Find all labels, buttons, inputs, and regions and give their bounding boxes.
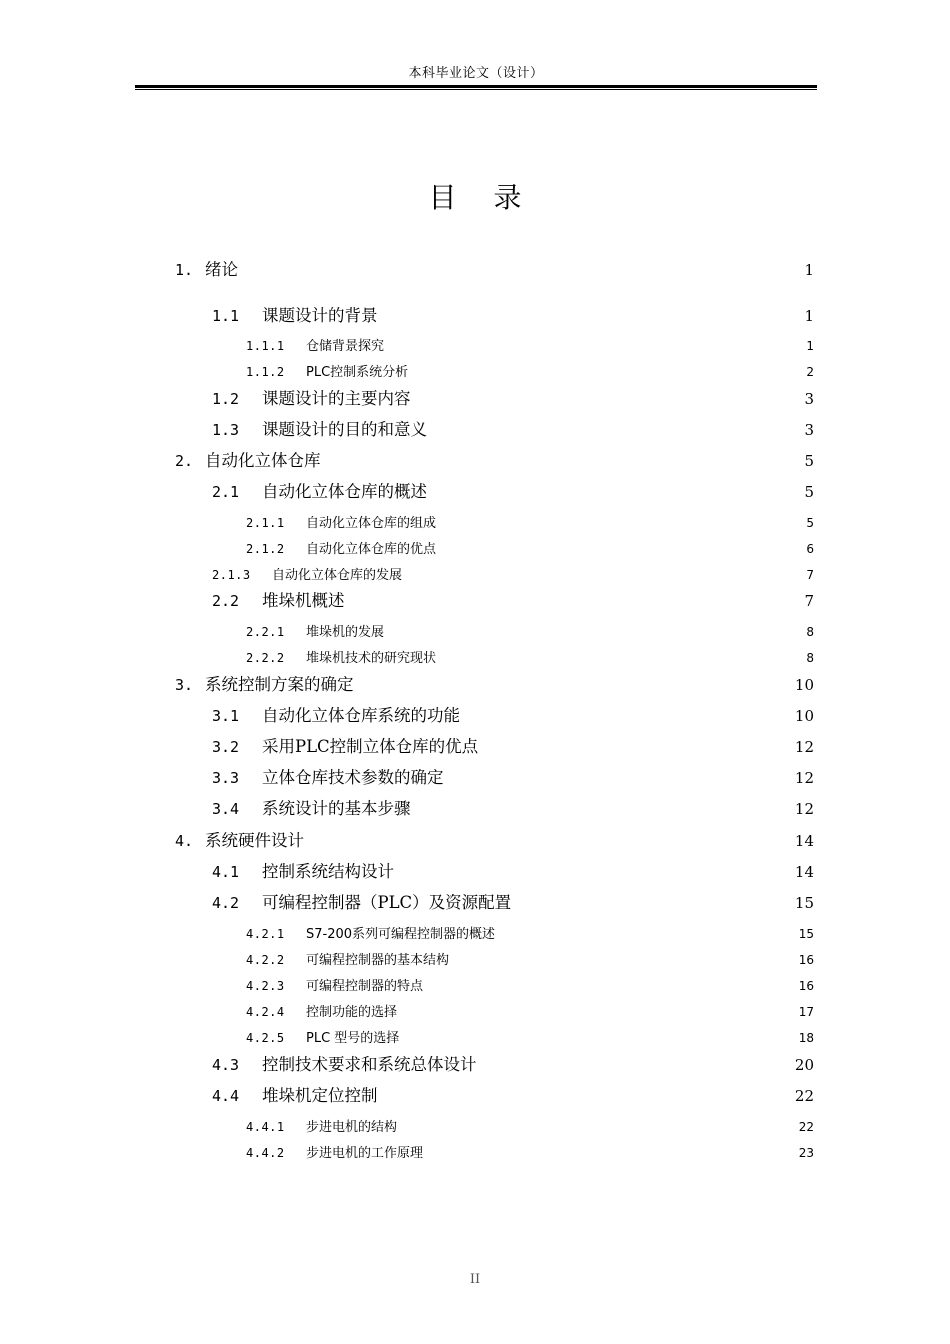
toc-entry-page: 15	[794, 894, 814, 912]
toc-entry-title: 自动化立体仓库的优点	[306, 542, 437, 557]
toc-entry-title: 步进电机的工作原理	[306, 1146, 424, 1161]
toc-entry-title: 可编程控制器（PLC）及资源配置	[262, 893, 512, 912]
toc-entry-title: 堆垛机定位控制	[262, 1086, 378, 1105]
toc-entry[interactable]	[212, 736, 814, 758]
toc-entry-page: 14	[794, 832, 814, 850]
toc-entry-title: 系统控制方案的确定	[205, 675, 354, 694]
toc-entry[interactable]	[212, 892, 814, 914]
toc-entry-title: 课题设计的目的和意义	[262, 420, 427, 439]
toc-entry-page: 10	[794, 707, 814, 725]
toc-entry-page: 8	[806, 625, 814, 639]
toc-entry-number: 1.1.2	[246, 365, 285, 379]
toc-entry[interactable]	[246, 1029, 814, 1047]
toc-entry[interactable]	[175, 830, 814, 852]
toc-entry[interactable]	[175, 259, 814, 281]
toc-entry-page: 14	[794, 863, 814, 881]
toc-entry[interactable]	[175, 674, 814, 696]
toc-entry-number: 4.4.1	[246, 1120, 285, 1134]
toc-entry[interactable]	[212, 861, 814, 883]
toc-entry-number: 2.1.1	[246, 516, 285, 530]
toc-entry-title: S7-200系列可编程控制器的概述	[306, 927, 496, 942]
toc-entry-number: 2.2.2	[246, 651, 285, 665]
toc-entry-title: 控制系统结构设计	[262, 862, 394, 881]
toc-entry[interactable]	[246, 925, 814, 943]
toc-entry[interactable]	[246, 337, 814, 355]
toc-entry-title: 系统硬件设计	[205, 831, 304, 850]
toc-entry-title: 自动化立体仓库的发展	[272, 568, 403, 583]
toc-entry-number: 1.	[175, 261, 194, 279]
toc-entry-page: 1	[806, 339, 814, 353]
toc-entry-title: 绪论	[205, 260, 238, 279]
toc-entry-number: 4.2.1	[246, 927, 285, 941]
toc-entry[interactable]	[212, 705, 814, 727]
toc-entry-page: 3	[804, 421, 814, 439]
toc-entry-number: 2.1	[212, 483, 240, 501]
toc-entry-number: 2.1.3	[212, 568, 251, 582]
toc-entry-title: 可编程控制器的特点	[306, 979, 424, 994]
page-number: II	[469, 1272, 481, 1287]
toc-entry-title: 可编程控制器的基本结构	[306, 953, 450, 968]
toc-entry[interactable]	[246, 1003, 814, 1021]
toc-entry-page: 3	[804, 390, 814, 408]
toc-entry[interactable]	[246, 951, 814, 969]
toc-entry-title: PLC 型号的选择	[306, 1031, 400, 1046]
toc-entry-title: 堆垛机的发展	[306, 625, 385, 640]
toc-entry-page: 2	[806, 365, 814, 379]
toc-entry-number: 4.4	[212, 1087, 240, 1105]
toc-entry-title: 采用PLC控制立体仓库的优点	[262, 737, 479, 756]
toc-entry-number: 4.2.5	[246, 1031, 285, 1045]
toc-entry-page: 23	[798, 1146, 814, 1160]
toc-entry-page: 5	[804, 483, 814, 501]
toc-entry-number: 4.4.2	[246, 1146, 285, 1160]
toc-entry-title: 自动化立体仓库的概述	[262, 482, 427, 501]
toc-entry[interactable]	[212, 590, 814, 612]
toc-entry[interactable]	[212, 798, 814, 820]
toc-entry-page: 22	[794, 1087, 814, 1105]
toc-entry[interactable]	[212, 481, 814, 503]
toc-entry[interactable]	[212, 1085, 814, 1107]
toc-entry-page: 8	[806, 651, 814, 665]
toc-entry-title: 堆垛机技术的研究现状	[306, 651, 437, 666]
toc-entry-page: 5	[806, 516, 814, 530]
toc-entry-title: 课题设计的主要内容	[262, 389, 411, 408]
toc-entry-number: 3.2	[212, 738, 240, 756]
toc-entry[interactable]	[246, 649, 814, 667]
toc-entry-page: 22	[798, 1120, 814, 1134]
toc-entry-number: 2.2	[212, 592, 240, 610]
toc-title: 目 录	[428, 181, 536, 214]
toc-entry-title: 自动化立体仓库	[205, 451, 321, 470]
toc-entry[interactable]	[212, 305, 814, 327]
toc-entry-number: 1.3	[212, 421, 240, 439]
toc-entry-number: 2.	[175, 452, 194, 470]
toc-entry-page: 16	[798, 953, 814, 967]
toc-entry[interactable]	[212, 419, 814, 441]
toc-entry-page: 12	[794, 800, 814, 818]
running-header: 本科毕业论文（设计）	[408, 66, 544, 81]
toc-entry-page: 12	[794, 738, 814, 756]
toc-entry-page: 20	[794, 1056, 814, 1074]
toc-entry-page: 1	[804, 261, 814, 279]
toc-entry[interactable]	[246, 363, 814, 381]
toc-entry-number: 4.	[175, 832, 194, 850]
toc-entry-page: 5	[804, 452, 814, 470]
toc-entry-page: 15	[798, 927, 814, 941]
toc-entry-title: 步进电机的结构	[306, 1120, 398, 1135]
toc-entry[interactable]	[246, 623, 814, 641]
toc-entry-title: 控制功能的选择	[306, 1005, 398, 1020]
toc-entry-number: 3.3	[212, 769, 240, 787]
toc-entry-number: 4.2.2	[246, 953, 285, 967]
toc-entry[interactable]	[212, 1054, 814, 1076]
toc-entry-title: 立体仓库技术参数的确定	[262, 768, 444, 787]
toc-entry[interactable]	[246, 1144, 814, 1162]
toc-entry-page: 16	[798, 979, 814, 993]
toc-entry-page: 18	[798, 1031, 814, 1045]
toc-entry-page: 7	[806, 568, 814, 582]
toc-entry-title: 系统设计的基本步骤	[262, 799, 411, 818]
toc-entry-number: 3.4	[212, 800, 240, 818]
toc-entry[interactable]	[212, 566, 814, 584]
toc-entry-page: 1	[804, 307, 814, 325]
toc-entry-number: 3.	[175, 676, 194, 694]
toc-entry-title: 仓储背景探究	[306, 339, 385, 354]
toc-entry-number: 1.2	[212, 390, 240, 408]
toc-entry-page: 12	[794, 769, 814, 787]
toc-entry-number: 4.3	[212, 1056, 240, 1074]
toc-entry-number: 1.1.1	[246, 339, 285, 353]
toc-entry[interactable]	[212, 767, 814, 789]
toc-entry-page: 7	[804, 592, 814, 610]
toc-entry-number: 2.2.1	[246, 625, 285, 639]
toc-entry-page: 17	[798, 1005, 814, 1019]
toc-entry-title: 自动化立体仓库的组成	[306, 516, 437, 531]
toc-entry-number: 3.1	[212, 707, 240, 725]
toc-entry[interactable]	[212, 388, 814, 410]
toc-entry-number: 2.1.2	[246, 542, 285, 556]
toc-entry[interactable]	[246, 540, 814, 558]
toc-entry[interactable]	[246, 977, 814, 995]
toc-entry-title: 控制技术要求和系统总体设计	[262, 1055, 477, 1074]
toc-entry[interactable]	[246, 1118, 814, 1136]
toc-entry-number: 1.1	[212, 307, 240, 325]
toc-entry[interactable]	[246, 514, 814, 532]
toc-entry-page: 6	[806, 542, 814, 556]
toc-entry[interactable]	[175, 450, 814, 472]
toc-entry-title: 自动化立体仓库系统的功能	[262, 706, 460, 725]
toc-entry-page: 10	[794, 676, 814, 694]
toc-entry-number: 4.1	[212, 863, 240, 881]
toc-entry-title: 课题设计的背景	[262, 306, 378, 325]
toc-entry-title: 堆垛机概述	[262, 591, 345, 610]
toc-entry-number: 4.2	[212, 894, 240, 912]
toc-entry-number: 4.2.3	[246, 979, 285, 993]
toc-entry-number: 4.2.4	[246, 1005, 285, 1019]
toc-entry-title: PLC控制系统分析	[306, 365, 409, 380]
